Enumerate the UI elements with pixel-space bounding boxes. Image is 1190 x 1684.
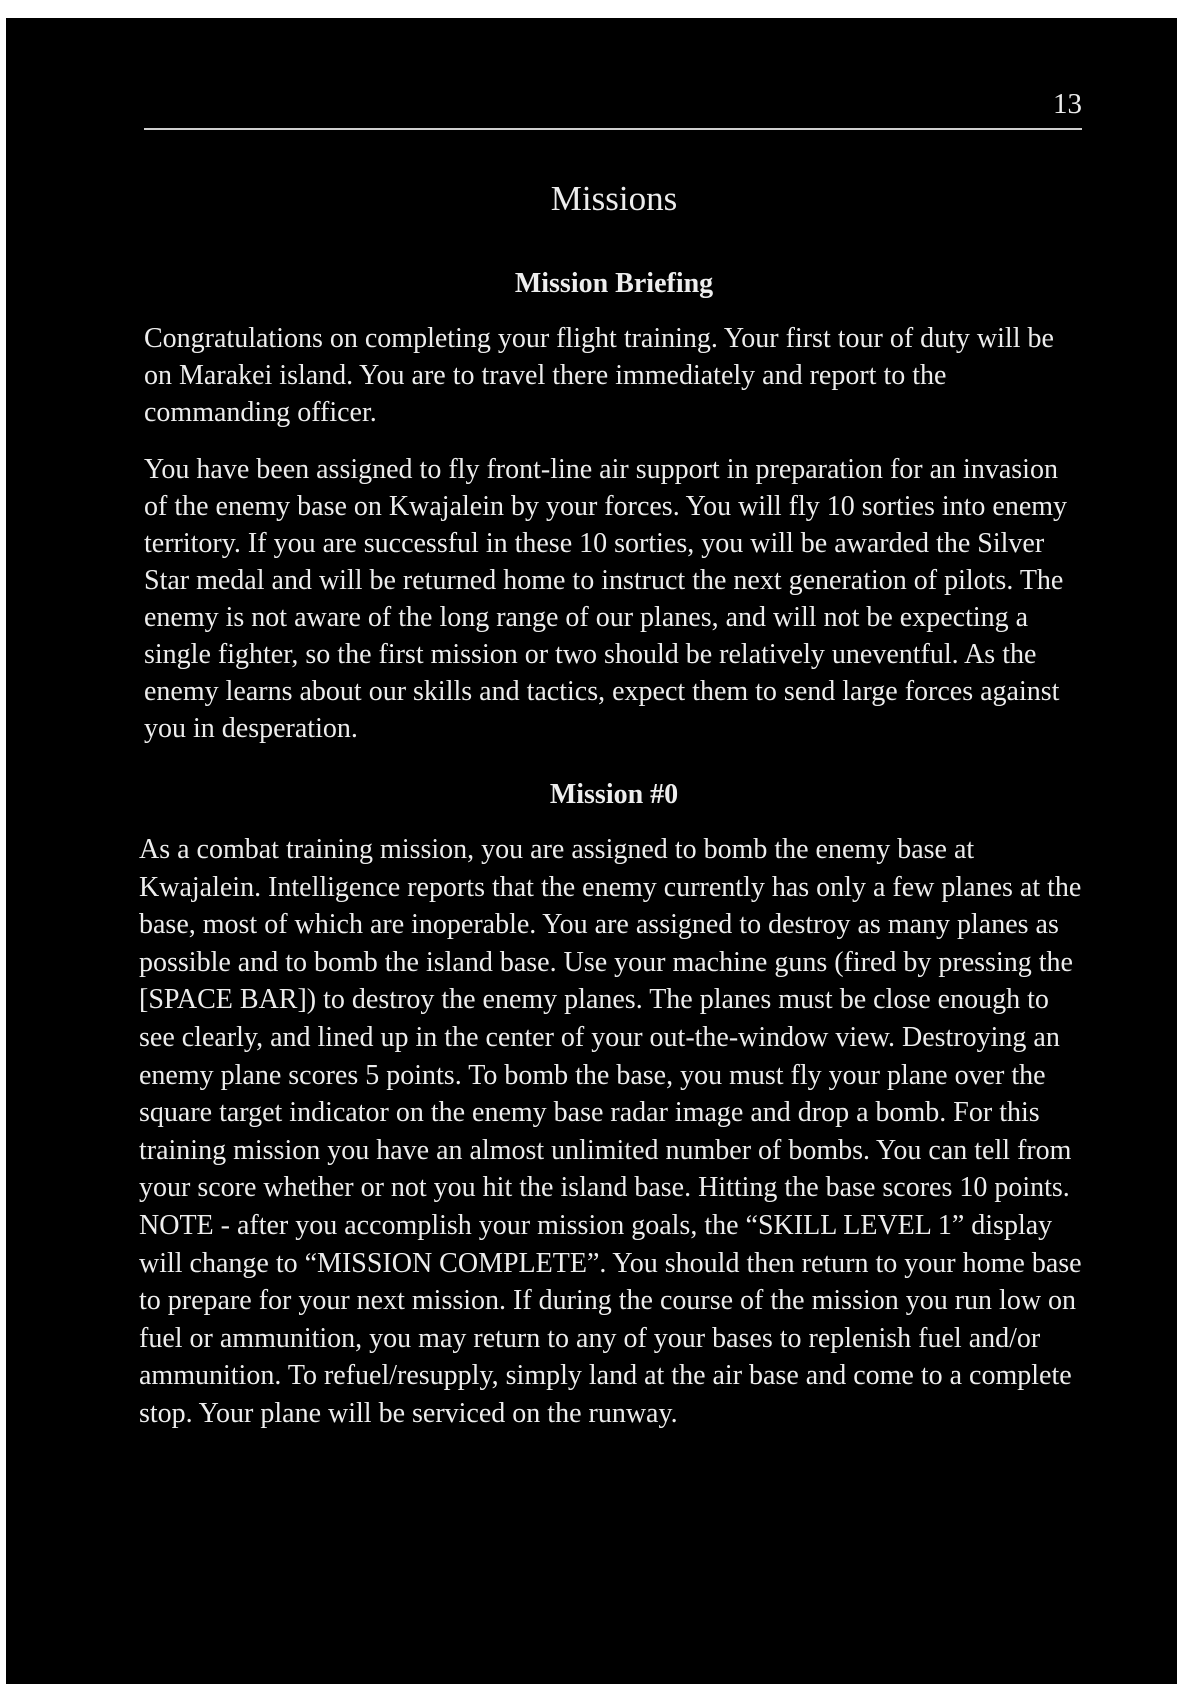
- header-rule: [144, 128, 1082, 130]
- briefing-paragraph: You have been assigned to fly front-line air support in preparation for an invasion of the enemy base on Kwajalein by your forces. You will fly 10 sorties into enemy territory. If you are successful in these 10 sorties, you will be awarded the Silver Star medal and will be returned home to instruct the next generation of pilots. The enemy is not aware of the long range of our planes, and will not be expecting a single fighter, so the first mission or two should be relatively uneventful. As the enemy learns about our skills and tactics, expect them to send large forces against you in desperation.: [144, 454, 1068, 744]
- page-content: [139, 174, 1084, 1453]
- mission-briefing-section: [144, 264, 1084, 747]
- briefing-paragraph: Congratulations on completing your flight training. Your first tour of duty will be on Marakei island. You are to travel there immediately and report to the commanding officer.: [144, 323, 1054, 428]
- manual-page: [6, 18, 1177, 1684]
- mission-0-heading: Mission #0: [549, 779, 679, 810]
- page-number: 13: [1053, 88, 1082, 120]
- mission-0-paragraph: As a combat training mission, you are assigned to bomb the enemy base at Kwajalein. Intelligence reports that the enemy currently has only a few planes at the base, most of which are inoperable. You are assigned to destroy as many planes as possible and to bomb the island base. Use your machine guns (fired by pressing the [SPACE BAR]) to destroy the enemy planes. The planes must be close enough to see clearly, and lined up in the center of your out-the-window view. Destroying an enemy plane scores 5 points. To bomb the base, you must fly your plane over the square target indicator on the enemy base radar image and drop a bomb. For this training mission you have an almost unlimited number of bombs. You can tell from your score whether or not you hit the island base. Hitting the base scores 10 points. NOTE - after you accomplish your mission goals, the “SKILL LEVEL 1” display will change to “MISSION COMPLETE”. You should then return to your home base to prepare for your next mission. If during the course of the mission you run low on fuel or ammunition, you may return to any of your bases to replenish fuel and/or ammunition. To refuel/resupply, simply land at the air base and come to a complete stop. Your plane will be serviced on the runway.: [139, 834, 1082, 1429]
- mission-0-section: [139, 775, 1084, 1433]
- mission-briefing-heading: Mission Briefing: [514, 268, 714, 299]
- page-title: Missions: [550, 179, 678, 218]
